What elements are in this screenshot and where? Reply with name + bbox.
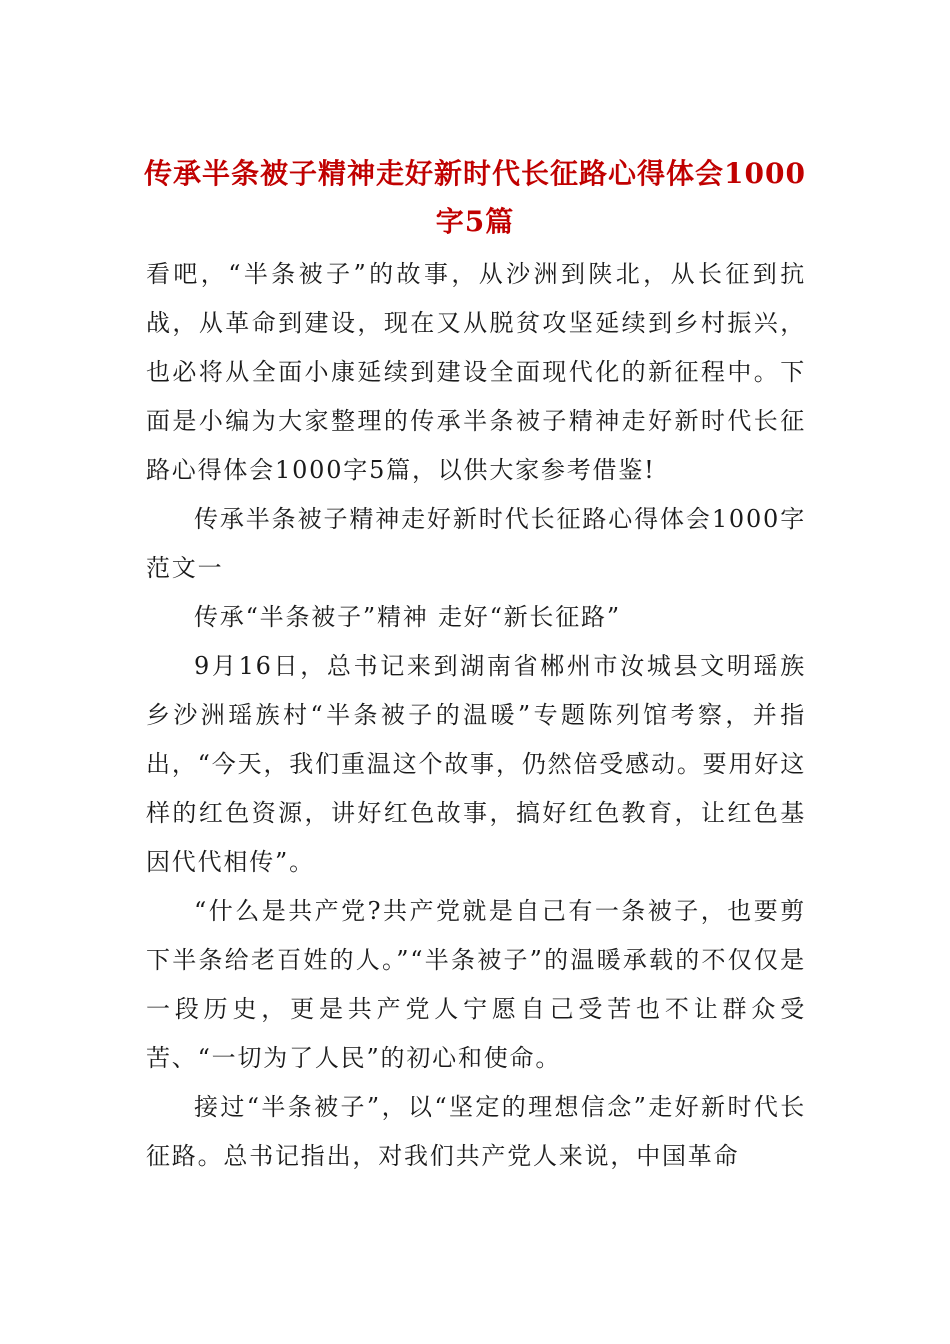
paragraph-intro: 看吧，“半条被子”的故事，从沙洲到陕北，从长征到抗战，从革命到建设，现在又从脱贫攻坚延续到乡村振兴，也必将从全面小康延续到建设全面现代化的新征程中。下面是小编为大家整理的传承半条被子精神走好新时代长征路心得体会1000字5篇，以供大家参考借鉴! <box>146 260 806 484</box>
paragraph-body: “什么是共产党?共产党就是自己有一条被子，也要剪下半条给老百姓的人。”“半条被子”的温暖承载的不仅仅是一段历史，更是共产党人宁愿自己受苦也不让群众受苦、“一切为了人民”的初心和使命。 <box>146 897 806 1072</box>
document-title: 传承半条被子精神走好新时代长征路心得体会1000字5篇 <box>144 157 806 238</box>
document-body <box>146 250 806 1181</box>
paragraph-article-heading: 传承半条被子精神走好新时代长征路心得体会1000字范文一 <box>146 505 806 582</box>
paragraph-body: 9月16日，总书记来到湖南省郴州市汝城县文明瑶族乡沙洲瑶族村“半条被子的温暖”专题陈列馆考察，并指出，“今天，我们重温这个故事，仍然倍受感动。要用好这样的红色资源，讲好红色故事，搞好红色教育，让红色基因代代相传”。 <box>146 652 806 876</box>
paragraph-body: 接过“半条被子”，以“坚定的理想信念”走好新时代长征路。总书记指出，对我们共产党人来说，中国革命 <box>146 1093 806 1170</box>
paragraph-subtitle: 传承“半条被子”精神 走好“新长征路” <box>194 603 621 631</box>
